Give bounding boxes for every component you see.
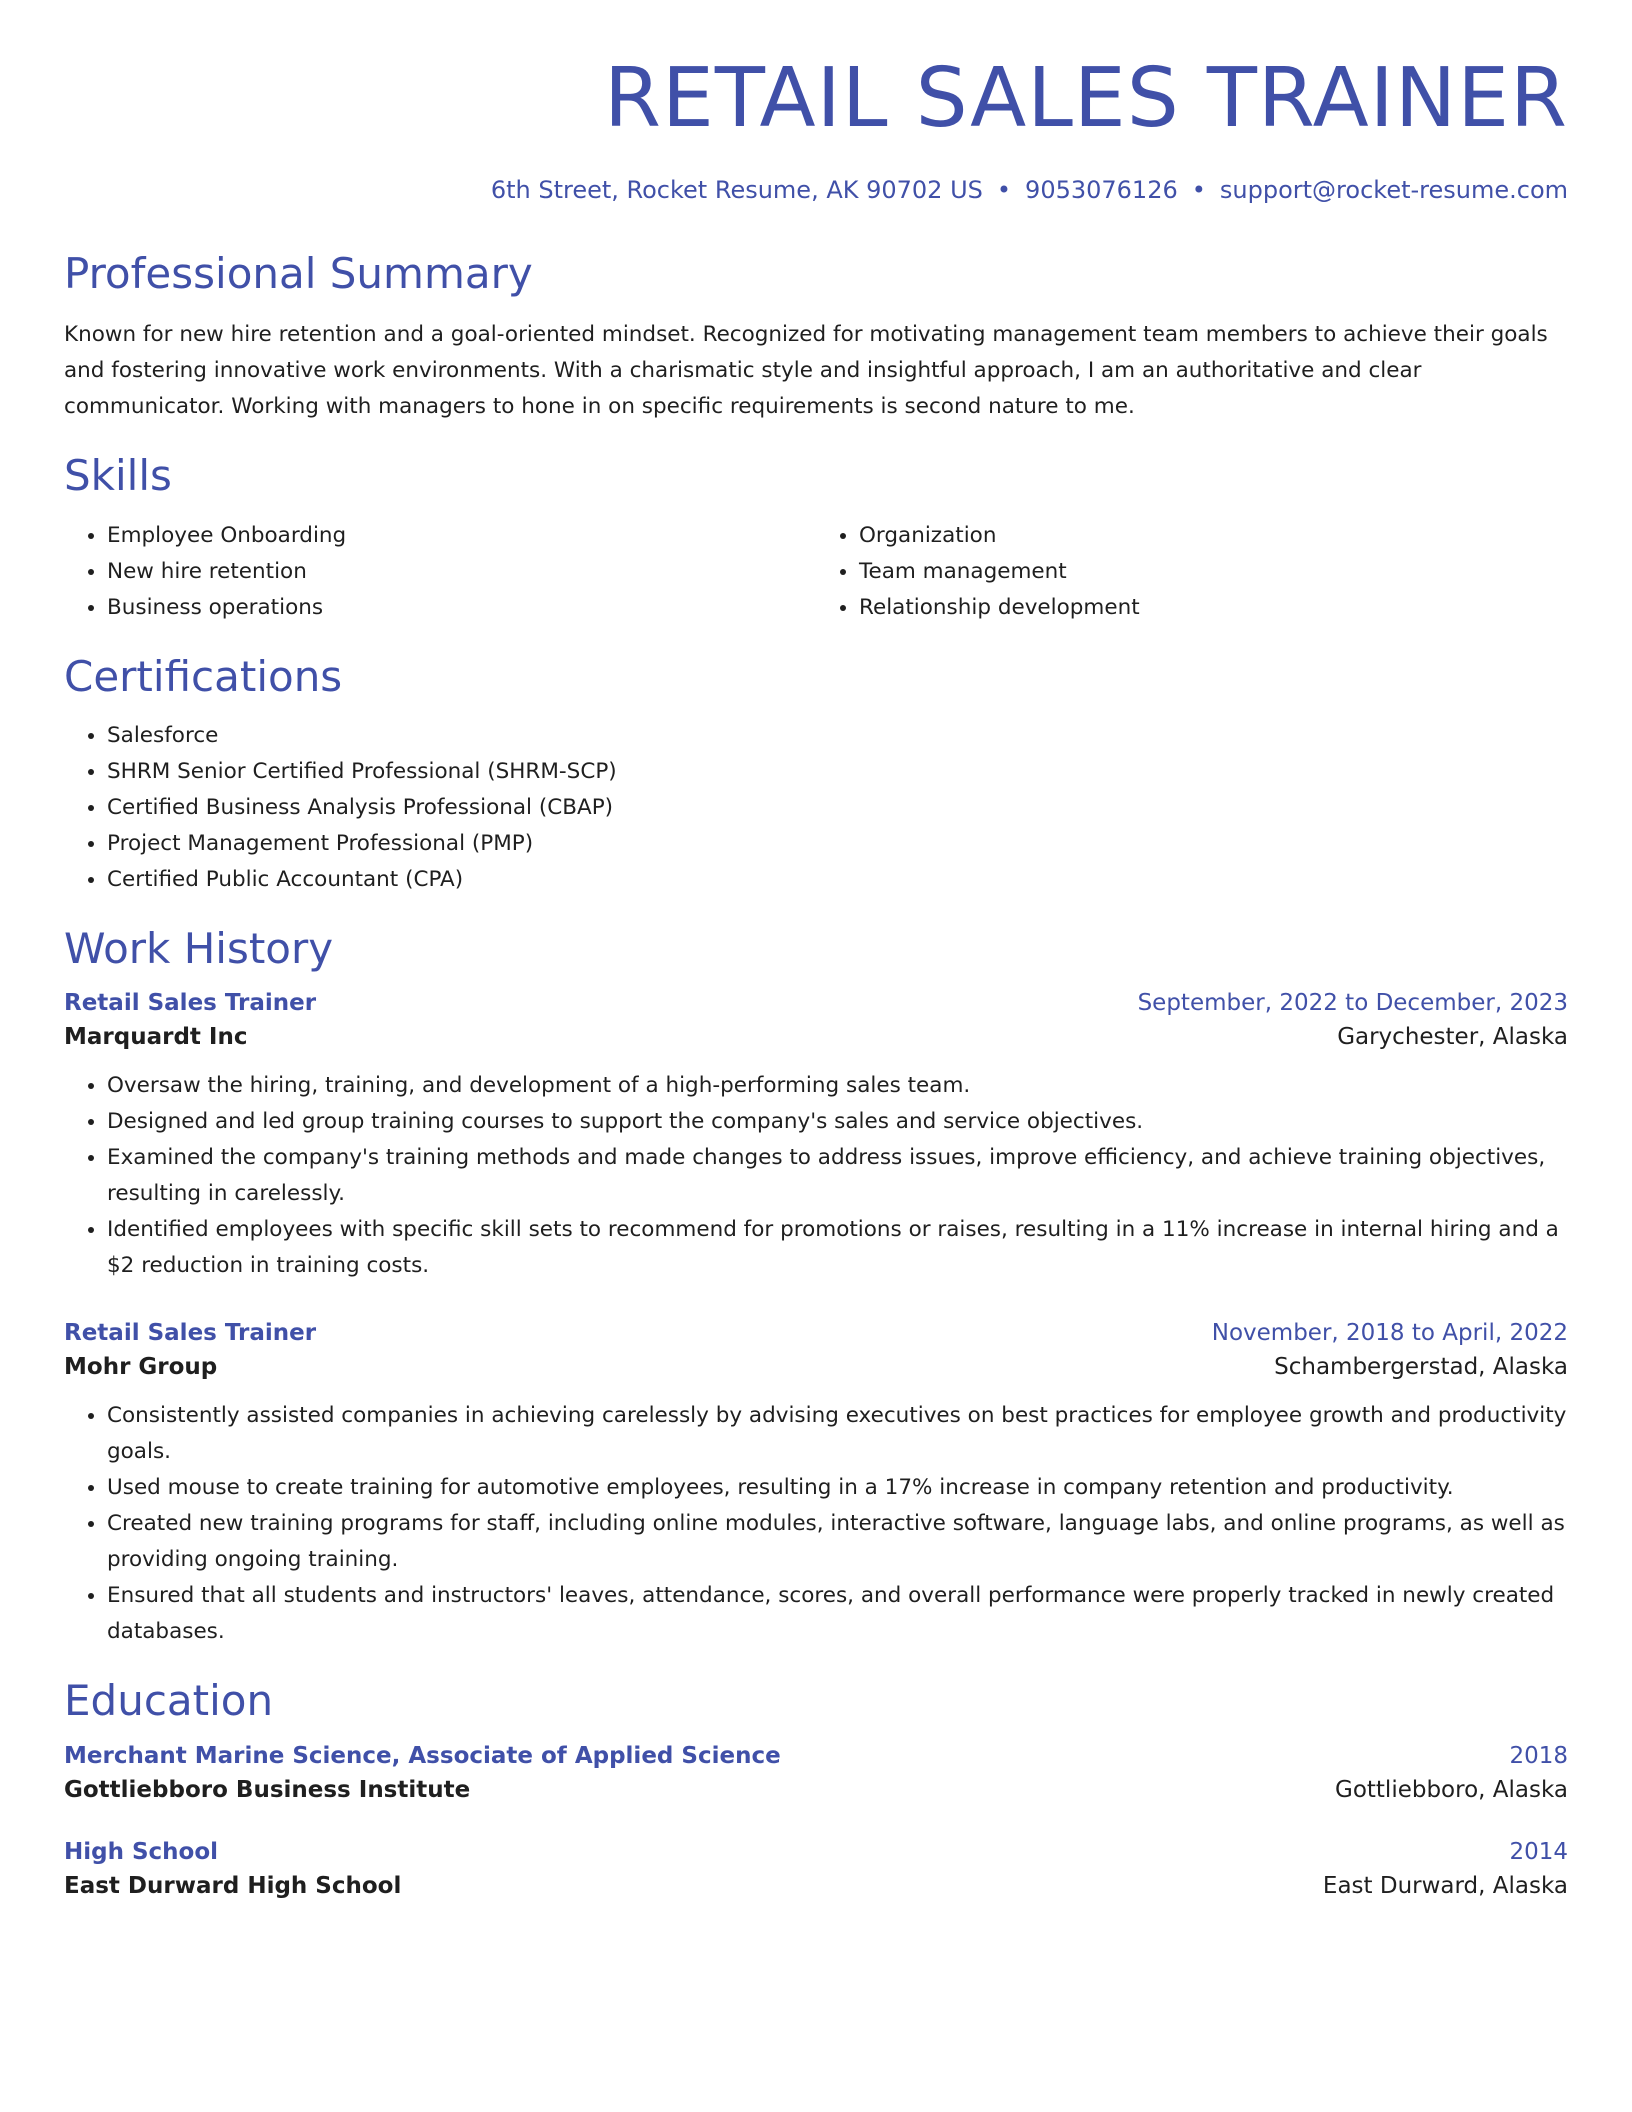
education-year: 2014 <box>1509 1838 1568 1865</box>
job-employer: Marquardt Inc <box>64 1024 248 1051</box>
skill-item: • Relationship development <box>859 590 1568 626</box>
contact-email[interactable]: support@rocket-resume.com <box>1219 176 1568 205</box>
education-year: 2018 <box>1509 1742 1568 1769</box>
certification-item: • Certified Business Analysis Professional (CBAP) <box>107 790 1568 826</box>
job-employer: Mohr Group <box>64 1354 218 1381</box>
job-bullet: • Oversaw the hiring, training, and development of a high-performing sales team. <box>107 1068 1568 1104</box>
education-entry <box>64 1743 1568 1803</box>
contact-phone: 9053076126 <box>1025 176 1178 205</box>
job-title: Retail Sales Trainer <box>64 990 317 1017</box>
certifications-list <box>64 718 1568 898</box>
job-dates: September, 2022 to December, 2023 <box>1137 990 1568 1017</box>
job-title: Retail Sales Trainer <box>64 1320 317 1347</box>
education-entry <box>64 1839 1568 1899</box>
contact-line <box>64 176 1568 205</box>
job-bullet: • Identified employees with specific skill sets to recommend for promotions or raises, resulting in a 11% increase in internal hiring and a $2 reduction in training costs. <box>107 1212 1568 1284</box>
education-school: East Durward High School <box>64 1872 402 1899</box>
education-school: Gottliebboro Business Institute <box>64 1776 471 1803</box>
skills-heading: Skills <box>64 451 172 501</box>
job-bullets <box>64 1398 1568 1650</box>
education-degree: Merchant Marine Science, Associate of Applied Science <box>64 1742 781 1769</box>
skills-grid <box>64 518 1568 626</box>
summary-text: Known for new hire retention and a goal-oriented mindset. Recognized for motivating management team members to achieve their goals and fostering innovative work environments. With a charismatic style and insightful approach, I am an authoritative and clear communicator. Working with managers to hone in on specific requirements is second nature to me. <box>64 322 1548 420</box>
education-location: East Durward, Alaska <box>1322 1872 1568 1899</box>
job-bullets <box>64 1068 1568 1284</box>
certification-item: • Certified Public Accountant (CPA) <box>107 862 1568 898</box>
certification-item: • Project Management Professional (PMP) <box>107 826 1568 862</box>
resume-name: RETAIL SALES TRAINER <box>604 51 1568 146</box>
skills-column-left <box>64 518 816 626</box>
certification-item: • SHRM Senior Certified Professional (SHRM-SCP) <box>107 754 1568 790</box>
job-bullet: • Examined the company's training methods and made changes to address issues, improve efficiency, and achieve training objectives, resulting in carelessly. <box>107 1140 1568 1212</box>
contact-separator: • <box>996 176 1012 205</box>
job-header <box>64 990 1568 1016</box>
summary-heading: Professional Summary <box>64 248 533 298</box>
work-history-heading: Work History <box>64 924 334 974</box>
skill-item: • New hire retention <box>107 554 816 590</box>
education-subheader <box>64 1777 1568 1803</box>
job-location: Schambergerstad, Alaska <box>1274 1354 1568 1381</box>
education-location: Gottliebboro, Alaska <box>1335 1776 1568 1803</box>
skills-list-right <box>816 518 1568 626</box>
job-entry <box>64 990 1568 1284</box>
job-header <box>64 1320 1568 1346</box>
job-bullet: • Used mouse to create training for automotive employees, resulting in a 17% increase in company retention and productivity. <box>107 1470 1568 1506</box>
job-entry <box>64 1320 1568 1650</box>
certification-item: • Salesforce <box>107 718 1568 754</box>
skill-item: • Employee Onboarding <box>107 518 816 554</box>
contact-separator: • <box>1191 176 1206 205</box>
skills-list-left <box>64 518 816 626</box>
certifications-heading: Certifications <box>64 651 343 701</box>
job-subheader <box>64 1024 1568 1050</box>
skill-item: • Team management <box>859 554 1568 590</box>
education-header <box>64 1743 1568 1769</box>
job-bullet: • Ensured that all students and instructors' leaves, attendance, scores, and overall performance were properly tracked in newly created databases. <box>107 1578 1568 1650</box>
job-subheader <box>64 1354 1568 1380</box>
job-bullet: • Created new training programs for staff, including online modules, interactive software, language labs, and online programs, as well as providing ongoing training. <box>107 1506 1568 1578</box>
job-location: Garychester, Alaska <box>1337 1024 1568 1051</box>
education-degree: High School <box>64 1838 219 1865</box>
skill-item: • Business operations <box>107 590 816 626</box>
education-header <box>64 1839 1568 1865</box>
job-bullet: • Consistently assisted companies in achieving carelessly by advising executives on best practices for employee growth and productivity goals. <box>107 1398 1568 1470</box>
education-subheader <box>64 1873 1568 1899</box>
job-dates: November, 2018 to April, 2022 <box>1211 1320 1568 1347</box>
job-bullet: • Designed and led group training courses to support the company's sales and service objectives. <box>107 1104 1568 1140</box>
education-heading: Education <box>64 1676 274 1726</box>
contact-address: 6th Street, Rocket Resume, AK 90702 US <box>490 176 983 205</box>
skills-column-right <box>816 518 1568 626</box>
skill-item: • Organization <box>859 518 1568 554</box>
